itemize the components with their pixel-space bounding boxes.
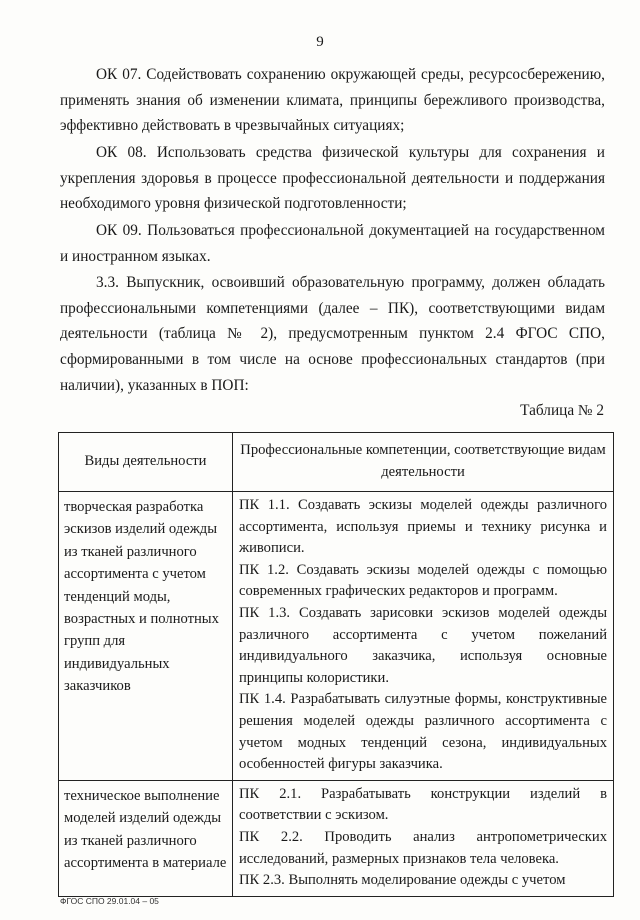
competency-item: ПК 1.2. Создавать эскизы моделей одежды с помощью современных графических редакторов и программ.: [239, 561, 607, 600]
table-row: [59, 492, 614, 781]
table-row: [59, 780, 614, 896]
paragraph-3-3: 3.3. Выпускник, освоивший образовательную программу, должен обладать профессиональными компетенциями (далее – ПК), соответствующими видам деятельности (таблица № 2), предусмотренным пунктом 2.4 ФГОС СПО, сформированными в том числе на основе профессиональных стандартов (при наличии), указанных в ПОП:: [60, 274, 605, 394]
page-number: 9: [316, 34, 324, 50]
competency-item: ПК 1.3. Создавать зарисовки эскизов моделей одежды различного ассортимента с учетом пожеланий индивидуального заказчика, используя основные принципы колористики.: [239, 604, 607, 686]
competency-item: ПК 2.3. Выполнять моделирование одежды с учетом: [239, 872, 566, 889]
competencies-cell: [233, 780, 614, 896]
activity-cell: техническое выполнение моделей изделий одежды из тканей различного ассортимента в материале: [59, 780, 233, 896]
competency-item: ПК 1.1. Создавать эскизы моделей одежды различного ассортимента, используя приемы и технику рисунка и живописи.: [239, 497, 607, 557]
header-activities: Виды деятельности: [59, 433, 233, 492]
paragraph-ok08: ОК 08. Использовать средства физической культуры для сохранения и укрепления здоровья в процессе профессиональной деятельности и поддержания необходимого уровня физической подготовленности;: [60, 144, 605, 213]
footer-code: ФГОС СПО 29.01.04 – 05: [60, 896, 159, 906]
competency-item: ПК 2.2. Проводить анализ антропометрических исследований, размерных признаков тела человека.: [239, 828, 607, 867]
competency-item: ПК 2.1. Разрабатывать конструкции изделий в соответствии с эскизом.: [239, 785, 607, 824]
competency-item: ПК 1.4. Разрабатывать силуэтные формы, конструктивные решения моделей одежды различного ассортимента с учетом модных тенденций сезона, индивидуальных особенностей фигуры заказчика.: [239, 691, 607, 773]
paragraph-ok09: ОК 09. Пользоваться профессиональной документацией на государственном и иностранном языках.: [60, 222, 605, 265]
table-caption: Таблица № 2: [520, 402, 604, 419]
table-header-row: [59, 433, 614, 492]
competencies-table: [58, 432, 614, 897]
competencies-cell: [233, 492, 614, 781]
activity-cell: творческая разработка эскизов изделий одежды из тканей различного ассортимента с учетом тенденций моды, возрастных и полнотных групп для индивидуальных заказчиков: [59, 492, 233, 781]
header-competencies: Профессиональные компетенции, соответствующие видам деятельности: [233, 433, 614, 492]
paragraph-ok07: ОК 07. Содействовать сохранению окружающей среды, ресурсосбережению, применять знания об изменении климата, принципы бережливого производства, эффективно действовать в чрезвычайных ситуациях;: [60, 66, 605, 135]
